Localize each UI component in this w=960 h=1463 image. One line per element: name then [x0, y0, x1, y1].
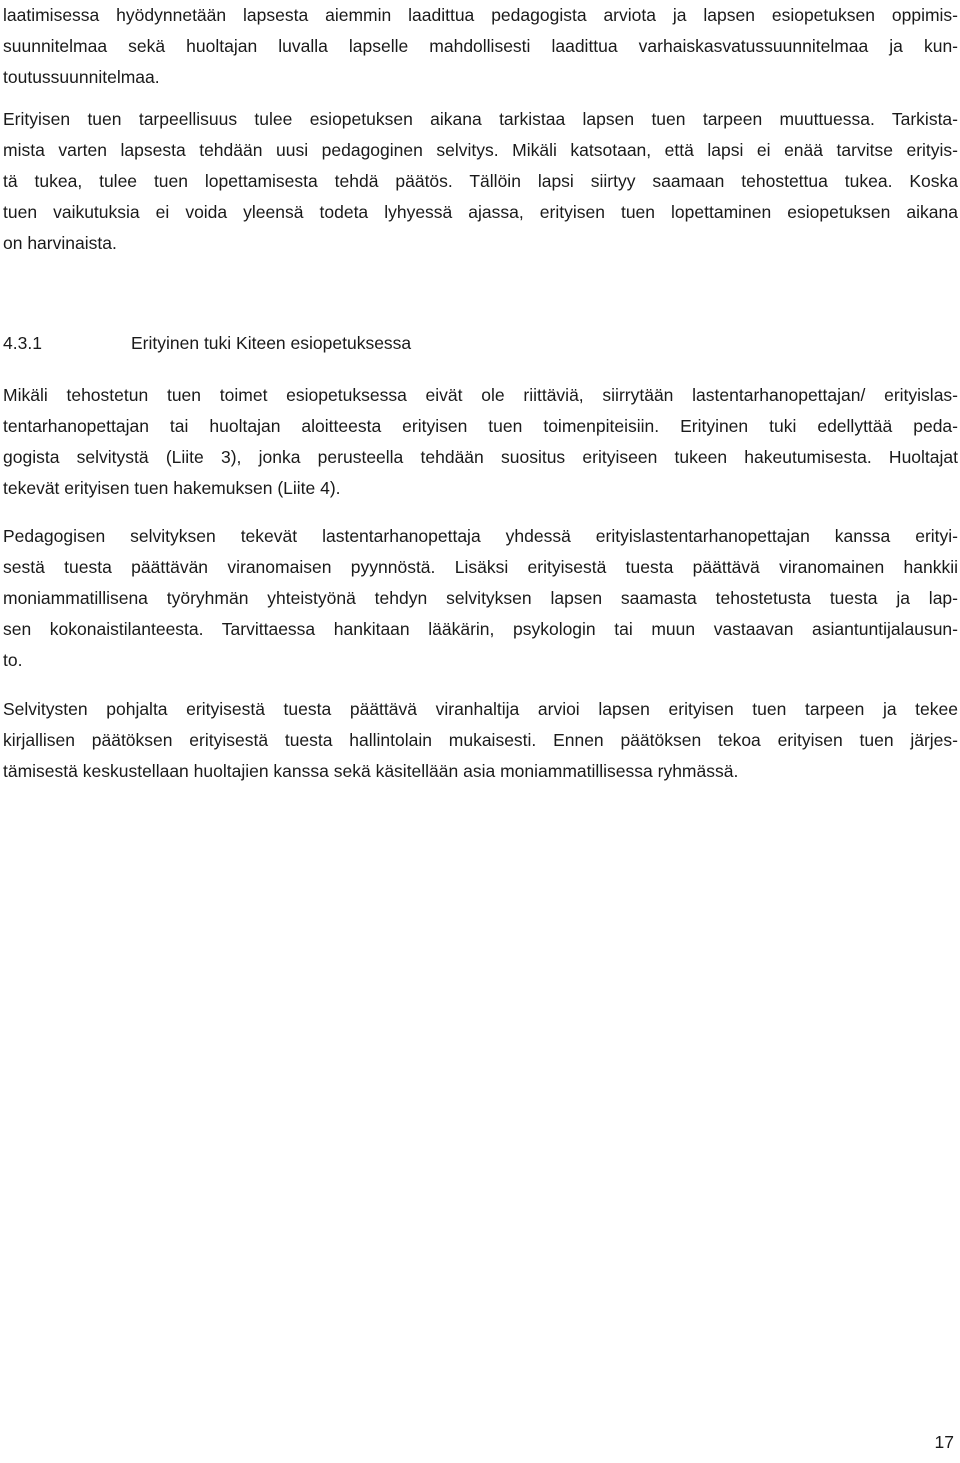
text-line: mista varten lapsesta tehdään uusi pedagoginen selvitys. Mikäli katsotaan, että lapsi ei enää tarvitse erityis- — [3, 140, 958, 160]
text-line: laatimisessa hyödynnetään lapsesta aiemmin laadittua pedagogista arviota ja lapsen esiopetuksen oppimis- — [3, 5, 958, 25]
text-line: Mikäli tehostetun tuen toimet esiopetuksessa eivät ole riittäviä, siirrytään lastentarhanopettajan/ erityislas- — [3, 385, 958, 405]
text-line: tuen vaikutuksia ei voida yleensä todeta lyhyessä ajassa, erityisen tuen lopettaminen esiopetuksen aikana — [3, 202, 958, 222]
text-line: tä tukea, tulee tuen lopettamisesta tehdä päätös. Tällöin lapsi siirtyy saamaan tehostettua tukea. Koska — [3, 171, 958, 191]
text-line: sestä tuesta päättävän viranomaisen pyynnöstä. Lisäksi erityisestä tuesta päättävä viranomainen hankkii — [3, 557, 958, 577]
section-title: Erityinen tuki Kiteen esiopetuksessa — [131, 333, 412, 353]
text-line: suunnitelmaa sekä huoltajan luvalla lapselle mahdollisesti laadittua varhaiskasvatussuunnitelmaa ja kun- — [3, 36, 958, 56]
text-line: to. — [3, 650, 23, 670]
text-line: kirjallisen päätöksen erityisestä tuesta hallintolain mukaisesti. Ennen päätöksen tekoa erityisen tuen järjes- — [3, 730, 958, 750]
text-line: tekevät erityisen tuen hakemuksen (Liite 4). — [3, 478, 341, 498]
text-line: toutussuunnitelmaa. — [3, 67, 160, 87]
text-line: moniammatillisena työryhmän yhteistyönä tehdyn selvityksen lapsen saamasta tehostetusta tuesta ja lap- — [3, 588, 958, 608]
text-line: Selvitysten pohjalta erityisestä tuesta päättävä viranhaltija arvioi lapsen erityisen tuen tarpeen ja tekee — [3, 699, 958, 719]
text-line: Erityisen tuen tarpeellisuus tulee esiopetuksen aikana tarkistaa lapsen tuen tarpeen muuttuessa. Tarkista- — [3, 109, 958, 129]
page-number: 17 — [934, 1432, 954, 1452]
text-line: tentarhanopettajan tai huoltajan aloitteesta erityisen tuen toimenpiteisiin. Erityinen tuki edellyttää peda- — [3, 416, 958, 436]
text-line: sen kokonaistilanteesta. Tarvittaessa hankitaan lääkärin, psykologin tai muun vastaavan asiantuntijalausun- — [3, 619, 958, 639]
text-line: Pedagogisen selvityksen tekevät lastentarhanopettaja yhdessä erityislastentarhanopettajan kanssa erityi- — [3, 526, 958, 546]
text-line: gogista selvitystä (Liite 3), jonka perusteella tehdään suositus erityiseen tukeen hakeutumisesta. Huoltajat — [3, 447, 958, 467]
text-line: tämisestä keskustellaan huoltajien kanssa sekä käsitellään asia moniammatillisessa ryhmässä. — [3, 761, 739, 781]
text-line: on harvinaista. — [3, 233, 117, 253]
section-number: 4.3.1 — [3, 333, 42, 353]
